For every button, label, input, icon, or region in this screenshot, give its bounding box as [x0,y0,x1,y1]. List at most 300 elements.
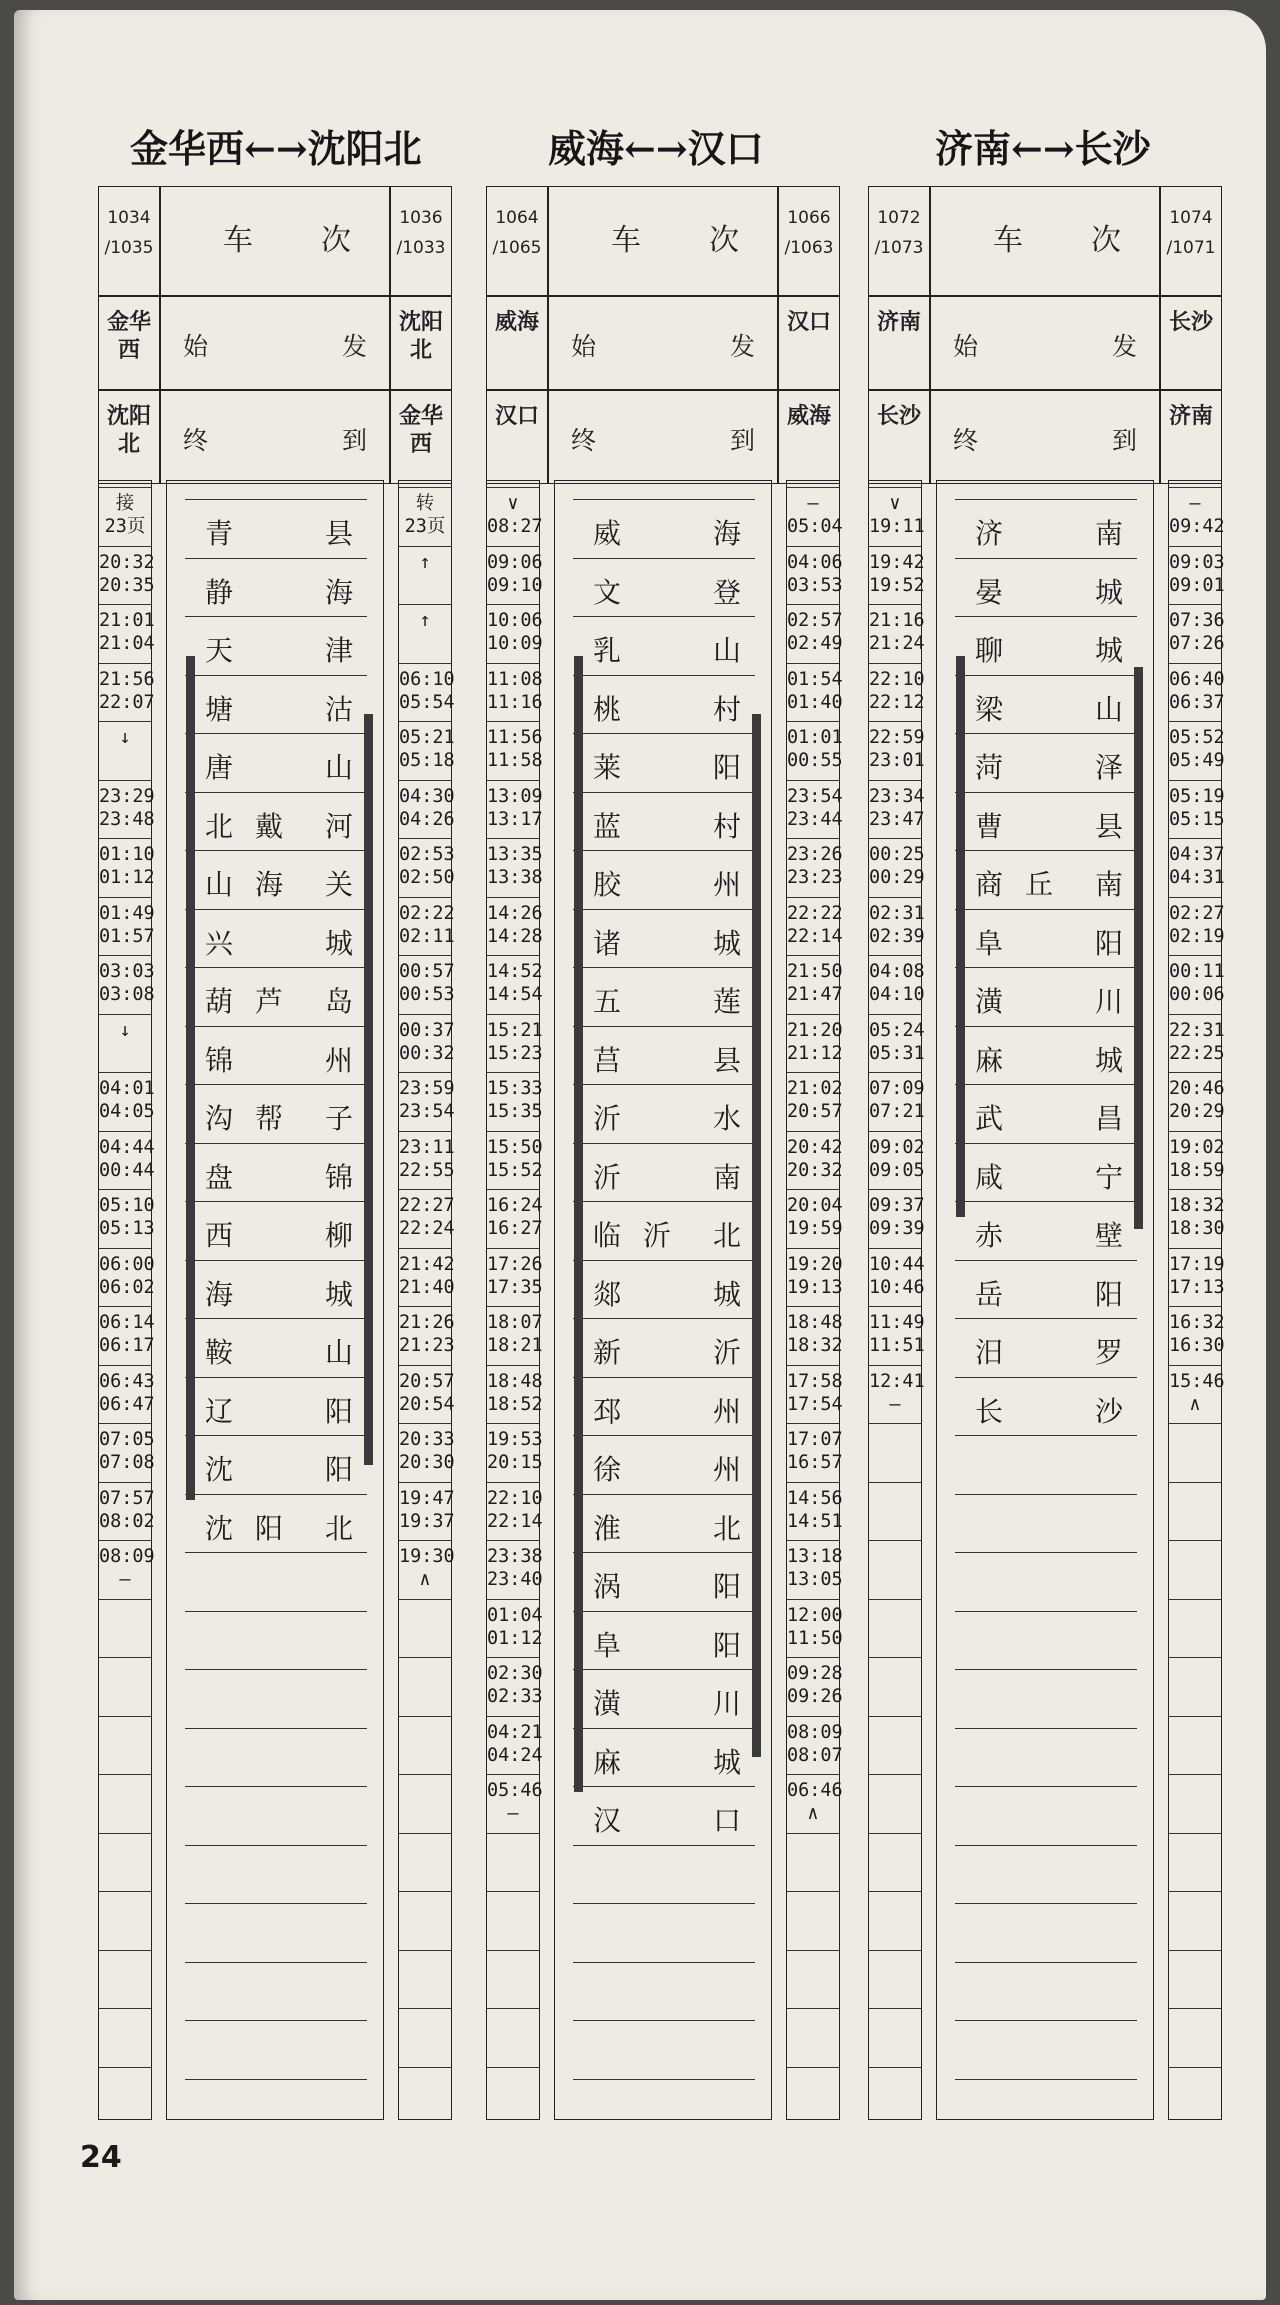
left-time-cell [99,1891,151,1950]
left-train-number-cell: 1034 /1035 [98,186,160,296]
station-name-first: 赤 [975,1219,1004,1252]
left-time-cell [99,2008,151,2067]
station-name-first: 山海 [205,868,306,901]
station-name-first: 威 [593,517,622,550]
station-name-last: 河 [324,809,353,843]
station-name-first: 天 [205,634,234,667]
left-time-cell: 22:10 22:12 [869,663,921,722]
right-time-cell: ↑ [399,604,451,663]
right-time-cell: 18:48 18:32 [787,1306,839,1365]
station-name-last: 阳 [324,1394,353,1428]
page-number: 24 [80,2140,122,2175]
table-title: 济南←→长沙 [935,126,1151,171]
left-time-cell [99,1716,151,1775]
station-column [166,480,384,2120]
label-part: 发 [729,332,755,361]
station-name-last: 水 [712,1102,741,1135]
station-name-first: 北戴 [205,809,306,843]
station-name-last: 阳 [712,1570,741,1603]
left-time-cell [487,1833,539,1892]
station-name-last: 沂 [712,1336,741,1369]
left-time-cell: 03:03 03:08 [99,955,151,1014]
left-time-cell [869,2008,921,2067]
right-train-number-cell: 1066 /1063 [778,186,840,296]
station-name-first: 沟帮 [205,1102,306,1135]
header-destination-label [160,390,390,484]
station-name-first: 桃 [593,692,622,726]
right-time-cell: 00:37 00:32 [399,1014,451,1073]
left-time-cell: ↓ [99,1014,151,1073]
right-time-cell: 19:47 19:37 [399,1482,451,1541]
left-time-cell: 接 23页 [99,487,151,546]
station-name-first: 沂 [593,1102,622,1135]
right-train-number-cell: 1074 /1071 [1160,186,1222,296]
station-name-first: 潢 [975,985,1004,1018]
station-cell [185,1669,367,1728]
header-train-number-label [548,186,778,296]
label-part: 到 [341,426,367,455]
right-time-cell: 01:54 01:40 [787,663,839,722]
right-time-cell: 09:28 09:26 [787,1657,839,1716]
left-time-column [868,480,925,2120]
right-time-cell: 21:26 21:23 [399,1306,451,1365]
station-cell [185,850,367,909]
left-time-cell: 21:56 22:07 [99,663,151,722]
left-time-cell: 04:44 00:44 [99,1131,151,1190]
label-part: 车 [611,223,641,258]
header-train-number-label [160,186,390,296]
station-name-last: 县 [712,1043,741,1077]
station-cell [955,1260,1137,1319]
right-time-cell [399,1657,451,1716]
left-time-cell: 07:05 07:08 [99,1423,151,1482]
right-time-cell: 14:56 14:51 [787,1482,839,1541]
left-train-number-cell: 1072 /1073 [868,186,930,296]
station-name-last: 城 [1094,1043,1123,1077]
left-time-cell: 15:21 15:23 [487,1014,539,1073]
station-name-last: 山 [324,1336,353,1369]
left-time-cell [869,1950,921,2009]
label-part: 次 [1091,223,1121,258]
label-part: 次 [709,223,739,258]
station-name-last: 村 [712,692,741,726]
station-cell [185,967,367,1026]
station-name-last: 北 [712,1219,741,1252]
left-time-cell: 11:08 11:16 [487,663,539,722]
station-cell [573,1377,755,1436]
station-cell [573,1026,755,1085]
left-time-cell: 09:02 09:05 [869,1131,921,1190]
left-time-cell: ↓ [99,721,151,780]
right-time-cell [787,1950,839,2009]
station-column [554,480,772,2120]
label-part: 终 [953,426,979,455]
station-name-first: 青 [205,517,234,550]
station-cell [955,1845,1137,1904]
left-time-cell [99,1950,151,2009]
left-time-cell: 06:43 06:47 [99,1365,151,1424]
left-time-cell [869,2067,921,2126]
label-part: 终 [183,426,209,455]
station-column [936,480,1154,2120]
label-part: 始 [571,332,597,361]
left-origin-cell: 济南 [868,296,930,390]
right-time-cell [399,1774,451,1833]
right-time-cell [787,1891,839,1950]
right-time-cell: 04:37 04:31 [1169,838,1221,897]
station-cell [955,967,1137,1026]
station-name-last: 州 [712,868,741,901]
station-cell [573,1318,755,1377]
left-time-cell: 23:29 23:48 [99,780,151,839]
station-name-first: 岳 [975,1277,1004,1311]
right-time-cell [1169,1482,1221,1541]
left-time-cell: 04:01 04:05 [99,1072,151,1131]
left-time-cell: 11:49 11:51 [869,1306,921,1365]
right-time-cell: 20:57 20:54 [399,1365,451,1424]
station-name-last: 南 [712,1160,741,1194]
label-part: 发 [341,332,367,361]
station-name-first: 沈 [205,1453,234,1486]
left-time-cell [487,1891,539,1950]
right-time-cell [399,1599,451,1658]
right-time-cell: 04:30 04:26 [399,780,451,839]
left-time-cell [869,1482,921,1541]
right-destination-cell: 金华 西 [390,390,452,484]
station-name-first: 武 [975,1102,1004,1135]
left-time-cell: 13:35 13:38 [487,838,539,897]
right-time-cell: 00:11 00:06 [1169,955,1221,1014]
left-destination-cell: 汉口 [486,390,548,484]
left-time-cell: 19:53 20:15 [487,1423,539,1482]
left-time-cell: 23:38 23:40 [487,1540,539,1599]
left-time-cell: 10:06 10:09 [487,604,539,663]
left-time-cell: 07:57 08:02 [99,1482,151,1541]
left-time-cell: 12:41 – [869,1365,921,1424]
station-name-last: 壁 [1094,1219,1123,1252]
station-name-first: 商丘 [975,868,1076,901]
station-cell [955,1201,1137,1260]
right-time-cell: 22:31 22:25 [1169,1014,1221,1073]
right-time-cell: 22:22 22:14 [787,897,839,956]
station-name-first: 莱 [593,751,622,784]
left-time-cell: 21:16 21:24 [869,604,921,663]
right-time-cell [399,1950,451,2009]
station-name-last: 昌 [1094,1102,1123,1135]
station-cell [573,675,755,734]
right-time-cell: 19:02 18:59 [1169,1131,1221,1190]
station-name-last: 阳 [1094,1277,1123,1311]
station-name-first: 沂 [593,1160,622,1194]
header-origin-label [930,296,1160,390]
right-destination-cell: 济南 [1160,390,1222,484]
station-cell [955,1728,1137,1787]
station-cell [185,1084,367,1143]
station-cell [185,1435,367,1494]
left-time-cell: 15:50 15:52 [487,1131,539,1190]
station-name-last: 阳 [324,1453,353,1486]
right-time-cell: 02:57 02:49 [787,604,839,663]
station-cell [573,909,755,968]
right-time-cell: 17:07 16:57 [787,1423,839,1482]
right-origin-cell: 长沙 [1160,296,1222,390]
station-name-last: 口 [712,1804,741,1837]
right-time-cell: 20:46 20:29 [1169,1072,1221,1131]
station-name-first: 盘 [205,1160,234,1194]
left-time-cell [869,1657,921,1716]
station-name-first: 锦 [205,1043,234,1077]
station-name-last: 阳 [712,1628,741,1662]
left-time-cell: 00:25 00:29 [869,838,921,897]
left-time-cell: 05:10 05:13 [99,1189,151,1248]
left-time-column [486,480,543,2120]
station-name-first: 新 [593,1336,622,1369]
left-time-cell [869,1774,921,1833]
left-time-cell: 22:10 22:14 [487,1482,539,1541]
right-time-cell [1169,2008,1221,2067]
station-cell [573,850,755,909]
station-cell [955,1962,1137,2021]
left-time-cell: 14:26 14:28 [487,897,539,956]
right-time-cell [1169,1833,1221,1892]
station-name-last: 子 [324,1102,353,1135]
station-cell [573,558,755,617]
left-time-cell [487,1950,539,2009]
direction-arrow-down [186,656,195,1500]
right-time-cell: 01:01 00:55 [787,721,839,780]
station-cell [573,1435,755,1494]
label-part: 次 [321,223,351,258]
right-destination-cell: 威海 [778,390,840,484]
station-name-last: 津 [324,634,353,667]
station-name-last: 沽 [324,692,353,726]
station-cell [185,1962,367,2021]
right-time-cell: 20:04 19:59 [787,1189,839,1248]
right-time-cell [1169,1599,1221,1658]
right-time-cell: 00:57 00:53 [399,955,451,1014]
right-time-cell: 13:18 13:05 [787,1540,839,1599]
right-time-cell [399,2008,451,2067]
station-name-last: 莲 [712,985,741,1018]
right-time-cell: 23:26 23:23 [787,838,839,897]
right-time-cell: 21:42 21:40 [399,1248,451,1307]
station-name-first: 唐 [205,751,234,784]
station-cell [185,1026,367,1085]
station-name-first: 鞍 [205,1336,234,1369]
station-name-first: 邳 [593,1394,622,1428]
station-cell [573,2079,755,2138]
direction-arrow-up [752,714,761,1757]
left-time-cell: 04:08 04:10 [869,955,921,1014]
station-cell [185,2020,367,2079]
station-cell [185,499,367,558]
right-time-cell: 23:59 23:54 [399,1072,451,1131]
station-cell [955,1318,1137,1377]
left-time-cell: 04:21 04:24 [487,1716,539,1775]
right-time-cell [1169,1423,1221,1482]
station-cell [573,1611,755,1670]
right-train-number-cell: 1036 /1033 [390,186,452,296]
left-time-cell [99,1599,151,1658]
right-time-cell: 06:46 ∧ [787,1774,839,1833]
station-name-last: 山 [324,751,353,784]
station-name-first: 文 [593,575,622,609]
station-cell [955,1143,1137,1202]
station-name-last: 城 [1094,575,1123,609]
left-time-cell: 09:37 09:39 [869,1189,921,1248]
station-name-last: 城 [712,1277,741,1311]
right-time-cell [1169,1716,1221,1775]
station-name-first: 咸 [975,1160,1004,1194]
station-name-last: 阳 [1094,926,1123,960]
right-time-cell: 21:20 21:12 [787,1014,839,1073]
station-name-last: 县 [1094,809,1123,843]
station-cell [573,1552,755,1611]
station-cell [573,1494,755,1553]
station-name-first: 辽 [205,1394,234,1428]
left-train-number-cell: 1064 /1065 [486,186,548,296]
left-time-cell [869,1599,921,1658]
station-cell [185,1377,367,1436]
station-name-first: 菏 [975,751,1004,784]
right-origin-cell: 沈阳 北 [390,296,452,390]
station-name-last: 城 [324,926,353,960]
station-cell [185,2079,367,2138]
left-time-cell: 01:49 01:57 [99,897,151,956]
direction-arrow-up [364,714,373,1465]
station-name-last: 州 [712,1453,741,1486]
station-name-first: 莒 [593,1043,622,1077]
label-part: 车 [993,223,1023,258]
table-title: 威海←→汉口 [548,126,764,171]
left-time-cell: 19:42 19:52 [869,546,921,605]
right-time-cell [1169,1891,1221,1950]
station-cell [573,967,755,1026]
right-time-cell: 21:50 21:47 [787,955,839,1014]
station-name-first: 五 [593,985,622,1018]
left-time-cell: 18:07 18:21 [487,1306,539,1365]
right-time-cell: 15:46 ∧ [1169,1365,1221,1424]
station-cell [573,1143,755,1202]
station-cell [955,1026,1137,1085]
right-time-cell: 19:20 19:13 [787,1248,839,1307]
station-cell [573,1728,755,1787]
left-time-cell [869,1716,921,1775]
station-cell [185,1143,367,1202]
left-time-cell: 10:44 10:46 [869,1248,921,1307]
left-time-cell [869,1540,921,1599]
left-time-cell: 07:09 07:21 [869,1072,921,1131]
station-cell [573,2020,755,2079]
station-cell [573,1084,755,1143]
right-time-cell: – 09:42 [1169,487,1221,546]
right-time-column [1168,480,1225,2120]
left-time-cell: 14:52 14:54 [487,955,539,1014]
left-destination-cell: 长沙 [868,390,930,484]
station-cell [185,1903,367,1962]
station-name-last: 柳 [324,1219,353,1252]
label-part: 到 [729,426,755,455]
left-time-cell [487,2008,539,2067]
station-cell [955,909,1137,968]
station-cell [573,1903,755,1962]
station-cell [955,616,1137,675]
station-cell [573,733,755,792]
station-name-last: 州 [712,1394,741,1428]
station-cell [573,499,755,558]
station-cell [573,1201,755,1260]
right-time-cell: 23:11 22:55 [399,1131,451,1190]
label-part: 终 [571,426,597,455]
left-time-cell: 18:48 18:52 [487,1365,539,1424]
left-time-cell: 01:04 01:12 [487,1599,539,1658]
station-name-last: 关 [324,868,353,901]
station-cell [955,558,1137,617]
direction-arrow-down [574,656,583,1793]
left-time-cell: 16:24 16:27 [487,1189,539,1248]
station-cell [955,1494,1137,1553]
right-time-cell: 19:30 ∧ [399,1540,451,1599]
station-name-last: 沙 [1094,1394,1123,1428]
station-name-last: 泽 [1094,751,1123,784]
station-cell [185,792,367,851]
station-name-first: 长 [975,1394,1004,1428]
right-time-cell [787,2008,839,2067]
left-time-cell: 23:34 23:47 [869,780,921,839]
station-cell [185,1786,367,1845]
station-cell [185,675,367,734]
left-time-cell: 21:01 21:04 [99,604,151,663]
station-name-first: 胶 [593,868,622,901]
station-cell [185,1611,367,1670]
left-time-cell: ∨ 08:27 [487,487,539,546]
header-train-number-label [930,186,1160,296]
station-cell [185,733,367,792]
station-name-last: 州 [324,1043,353,1077]
station-name-last: 川 [1094,985,1123,1018]
station-name-first: 涡 [593,1570,622,1603]
left-time-cell [99,1774,151,1833]
station-name-first: 乳 [593,634,622,667]
station-name-first: 梁 [975,692,1004,726]
station-name-last: 海 [712,517,741,550]
left-origin-cell: 威海 [486,296,548,390]
station-cell [955,850,1137,909]
right-time-cell: 05:52 05:49 [1169,721,1221,780]
station-name-first: 阜 [975,926,1004,960]
right-time-cell: 21:02 20:57 [787,1072,839,1131]
station-name-last: 山 [712,634,741,667]
station-cell [573,1260,755,1319]
station-cell [955,675,1137,734]
station-cell [955,2079,1137,2138]
right-time-cell [1169,1540,1221,1599]
station-cell [955,792,1137,851]
left-time-cell: 11:56 11:58 [487,721,539,780]
station-cell [185,909,367,968]
station-cell [185,616,367,675]
right-time-cell: 02:27 02:19 [1169,897,1221,956]
right-time-cell: 05:19 05:15 [1169,780,1221,839]
header-destination-label [548,390,778,484]
station-name-first: 沈阳 [205,1511,306,1545]
left-time-cell: 02:30 02:33 [487,1657,539,1716]
right-time-cell: 17:19 17:13 [1169,1248,1221,1307]
station-name-last: 岛 [324,985,353,1018]
label-part: 到 [1111,426,1137,455]
left-time-cell: ∨ 19:11 [869,487,921,546]
right-time-cell: 20:33 20:30 [399,1423,451,1482]
